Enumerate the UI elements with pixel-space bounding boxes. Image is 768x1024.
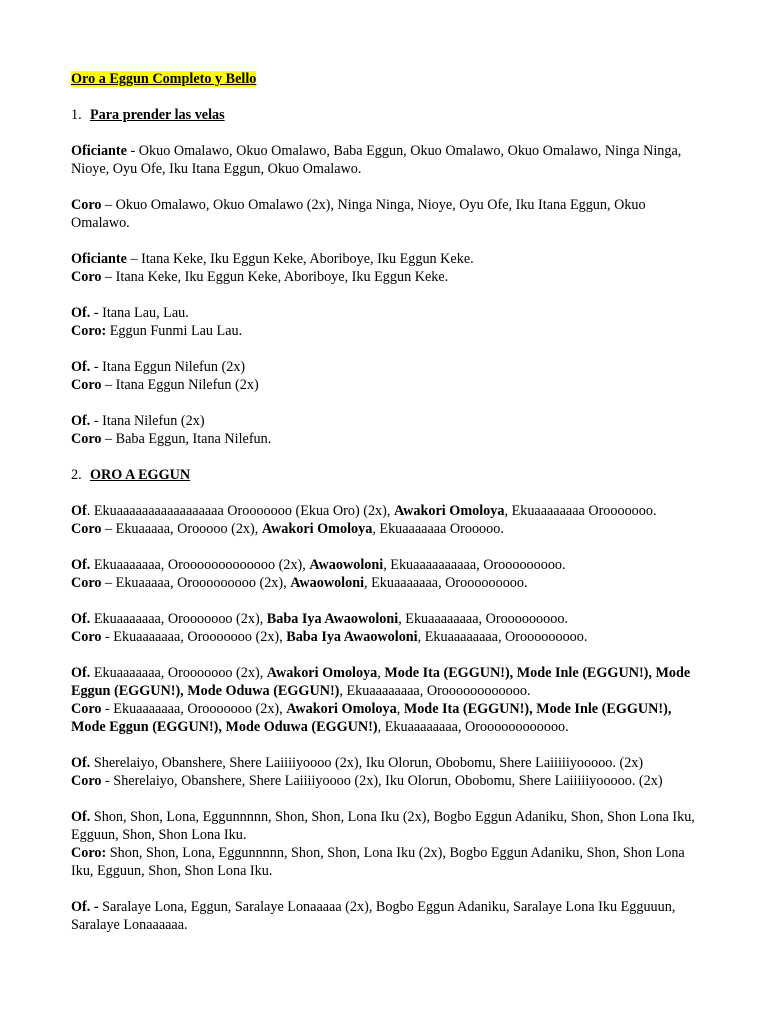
verse-text: – Baba Eggun, Itana Nilefun. xyxy=(101,431,272,447)
verse-line xyxy=(71,610,695,628)
verse-line xyxy=(71,808,695,844)
speaker-label: Of. xyxy=(71,809,91,825)
verse-line xyxy=(71,574,695,592)
verse-text: - Itana Nilefun (2x) xyxy=(90,413,205,429)
verse-line xyxy=(71,250,695,268)
speaker-label: Oficiante xyxy=(71,143,127,159)
title-row xyxy=(71,70,695,88)
verse-line xyxy=(71,754,695,772)
verse-text: , Ekuaaaaaaaa Orooooooo. xyxy=(504,503,657,519)
verse-paragraph xyxy=(71,196,695,232)
verse-text: , Ekuaaaaaaaaaa, Orooooooooo. xyxy=(383,557,566,573)
speaker-label: Of. xyxy=(71,665,91,681)
verse-text: Ekuaaaaaaa, Orooooooooooooo (2x), xyxy=(90,557,310,573)
speaker-label: Coro xyxy=(71,773,102,789)
verse-paragraph xyxy=(71,502,695,538)
verse-paragraph xyxy=(71,304,695,340)
speaker-label: Coro xyxy=(71,269,102,285)
speaker-label: Coro: xyxy=(71,323,107,339)
verse-line xyxy=(71,520,695,538)
verse-paragraph xyxy=(71,754,695,790)
verse-line xyxy=(71,700,695,736)
verse-text: Ekuaaaaaaa, Orooooooo (2x), xyxy=(90,665,267,681)
verse-text: – Itana Keke, Iku Eggun Keke, Aboriboye, Iku Eggun Keke. xyxy=(126,251,474,267)
speaker-label: Coro xyxy=(71,521,102,537)
speaker-label: Of. xyxy=(71,557,91,573)
verse-line xyxy=(71,376,695,394)
verse-text: Shon, Shon, Lona, Eggunnnnn, Shon, Shon, Lona Iku (2x), Bogbo Eggun Adaniku, Shon, Shon Lona Iku, Egguun, Shon, Shon Lona Iku. xyxy=(71,845,685,879)
verse-text: – Ekuaaaaa, Orooooo (2x), xyxy=(101,521,262,537)
verse-paragraph xyxy=(71,412,695,448)
verse-text: – Ekuaaaaa, Orooooooooo (2x), xyxy=(101,575,291,591)
verse-text: , Ekuaaaaaaaa, Orooooooooo. xyxy=(398,611,568,627)
speaker-label: Baba Iya Awaowoloni xyxy=(266,611,399,627)
speaker-label: Coro xyxy=(71,629,102,645)
document-page xyxy=(71,70,695,934)
verse-paragraph xyxy=(71,358,695,394)
verse-line xyxy=(71,628,695,646)
verse-text: , Ekuaaaaaaaa, Oroooooooooooo. xyxy=(377,719,569,735)
verse-paragraph xyxy=(71,664,695,736)
speaker-label: Of. xyxy=(71,359,91,375)
verse-paragraph xyxy=(71,898,695,934)
verse-line xyxy=(71,304,695,322)
speaker-label: Awakori Omoloya xyxy=(286,701,397,717)
verse-text: Saralaye Lona, Eggun, Saralaye Lonaaaaa (2x), Bogbo Eggun Adaniku, Saralaye Lona Iku Egguuun, Saralaye Lonaaaaaa. xyxy=(71,899,676,933)
speaker-label: Mode Ita (EGGUN!), Mode Inle (EGGUN!), Mode Eggun (EGGUN!), Mode Oduwa (EGGUN!) xyxy=(71,701,672,735)
verse-text: – Itana Keke, Iku Eggun Keke, Aboriboye, Iku Eggun Keke. xyxy=(101,269,449,285)
speaker-label: Mode Ita (EGGUN!), Mode Inle (EGGUN!), Mode Eggun (EGGUN!), Mode Oduwa (EGGUN!) xyxy=(71,665,691,699)
speaker-label: Of. - xyxy=(71,899,99,915)
verse-line xyxy=(71,502,695,520)
speaker-label: Coro xyxy=(71,377,102,393)
verse-line xyxy=(71,142,695,178)
speaker-label: Of. xyxy=(71,413,91,429)
verse-text: , Ekuaaaaaaa, Orooooooooo. xyxy=(364,575,528,591)
speaker-label: Coro xyxy=(71,197,102,213)
verse-text: – Okuo Omalawo, Okuo Omalawo (2x), Ninga Ninga, Nioye, Oyu Ofe, Iku Itana Eggun, Okuo Omalawo. xyxy=(71,197,646,231)
verse-line xyxy=(71,664,695,700)
verse-paragraph xyxy=(71,808,695,880)
speaker-label: Of. xyxy=(71,305,91,321)
section-heading xyxy=(71,106,695,124)
verse-line xyxy=(71,196,695,232)
section-heading-text: Para prender las velas xyxy=(90,107,225,123)
verse-paragraph xyxy=(71,142,695,178)
section xyxy=(71,466,695,934)
verse-line xyxy=(71,322,695,340)
verse-text: , Ekuaaaaaaaa, Oroooooooooooo. xyxy=(339,683,531,699)
verse-line xyxy=(71,268,695,286)
verse-text: Ekuaaaaaaa, Orooooooo (2x), xyxy=(90,611,267,627)
speaker-label: Coro xyxy=(71,431,102,447)
speaker-label: Of. xyxy=(71,611,91,627)
verse-text: , Ekuaaaaaaa Orooooo. xyxy=(372,521,504,537)
speaker-label: Oficiante xyxy=(71,251,127,267)
speaker-label: Awaowoloni xyxy=(290,575,365,591)
verse-line xyxy=(71,844,695,880)
speaker-label: Awakori Omoloya xyxy=(393,503,505,519)
speaker-label: Awakori Omoloya xyxy=(261,521,373,537)
verse-text: , xyxy=(396,701,404,717)
verse-line xyxy=(71,358,695,376)
verse-text: , Ekuaaaaaaaa, Orooooooooo. xyxy=(417,629,588,645)
speaker-label: Of. xyxy=(71,755,91,771)
verse-text: – Itana Eggun Nilefun (2x) xyxy=(101,377,259,393)
section xyxy=(71,106,695,448)
verse-text: - Itana Lau, Lau. xyxy=(90,305,189,321)
speaker-label: Awaowoloni xyxy=(309,557,384,573)
verse-text: - Ekuaaaaaaa, Orooooooo (2x), xyxy=(101,629,287,645)
verse-text: - Ekuaaaaaaa, Orooooooo (2x), xyxy=(101,701,287,717)
speaker-label: Of xyxy=(71,503,87,519)
verse-text: , xyxy=(377,665,385,681)
verse-text: Shon, Shon, Lona, Eggunnnnn, Shon, Shon, Lona Iku (2x), Bogbo Eggun Adaniku, Shon, Shon Lona Iku, Egguun, Shon, Shon Lona Iku. xyxy=(71,809,695,843)
section-number: 2. xyxy=(71,467,82,483)
verse-line xyxy=(71,412,695,430)
section-heading xyxy=(71,466,695,484)
section-heading-text: ORO A EGGUN xyxy=(90,467,191,483)
section-number: 1. xyxy=(71,107,82,123)
speaker-label: Baba Iya Awaowoloni xyxy=(286,629,418,645)
verse-text: Sherelaiyo, Obanshere, Shere Laiiiiyoooo (2x), Iku Olorun, Obobomu, Shere Laiiiiiyooooo. (2x) xyxy=(90,755,644,771)
verse-paragraph xyxy=(71,610,695,646)
verse-text: - Okuo Omalawo, Okuo Omalawo, Baba Eggun, Okuo Omalawo, Okuo Omalawo, Ninga Ninga, Nioye, Oyu Ofe, Iku Itana Eggun, Okuo Omalawo. xyxy=(71,143,682,177)
verse-paragraph xyxy=(71,556,695,592)
verse-text: - Sherelaiyo, Obanshere, Shere Laiiiiyoooo (2x), Iku Olorun, Obobomu, Shere Laiiiiiyooooo. (2x) xyxy=(101,773,663,789)
verse-text: - Itana Eggun Nilefun (2x) xyxy=(90,359,246,375)
speaker-label: Coro xyxy=(71,575,102,591)
document-title: Oro a Eggun Completo y Bello xyxy=(71,71,257,87)
speaker-label: Awakori Omoloya xyxy=(266,665,378,681)
verse-text: . Ekuaaaaaaaaaaaaaaaaa Orooooooo (Ekua Oro) (2x), xyxy=(86,503,394,519)
verse-line xyxy=(71,430,695,448)
document-body xyxy=(71,106,695,934)
verse-paragraph xyxy=(71,250,695,286)
verse-line xyxy=(71,898,695,934)
verse-line xyxy=(71,772,695,790)
speaker-label: Coro: xyxy=(71,845,107,861)
verse-line xyxy=(71,556,695,574)
verse-text: Eggun Funmi Lau Lau. xyxy=(106,323,243,339)
speaker-label: Coro xyxy=(71,701,102,717)
